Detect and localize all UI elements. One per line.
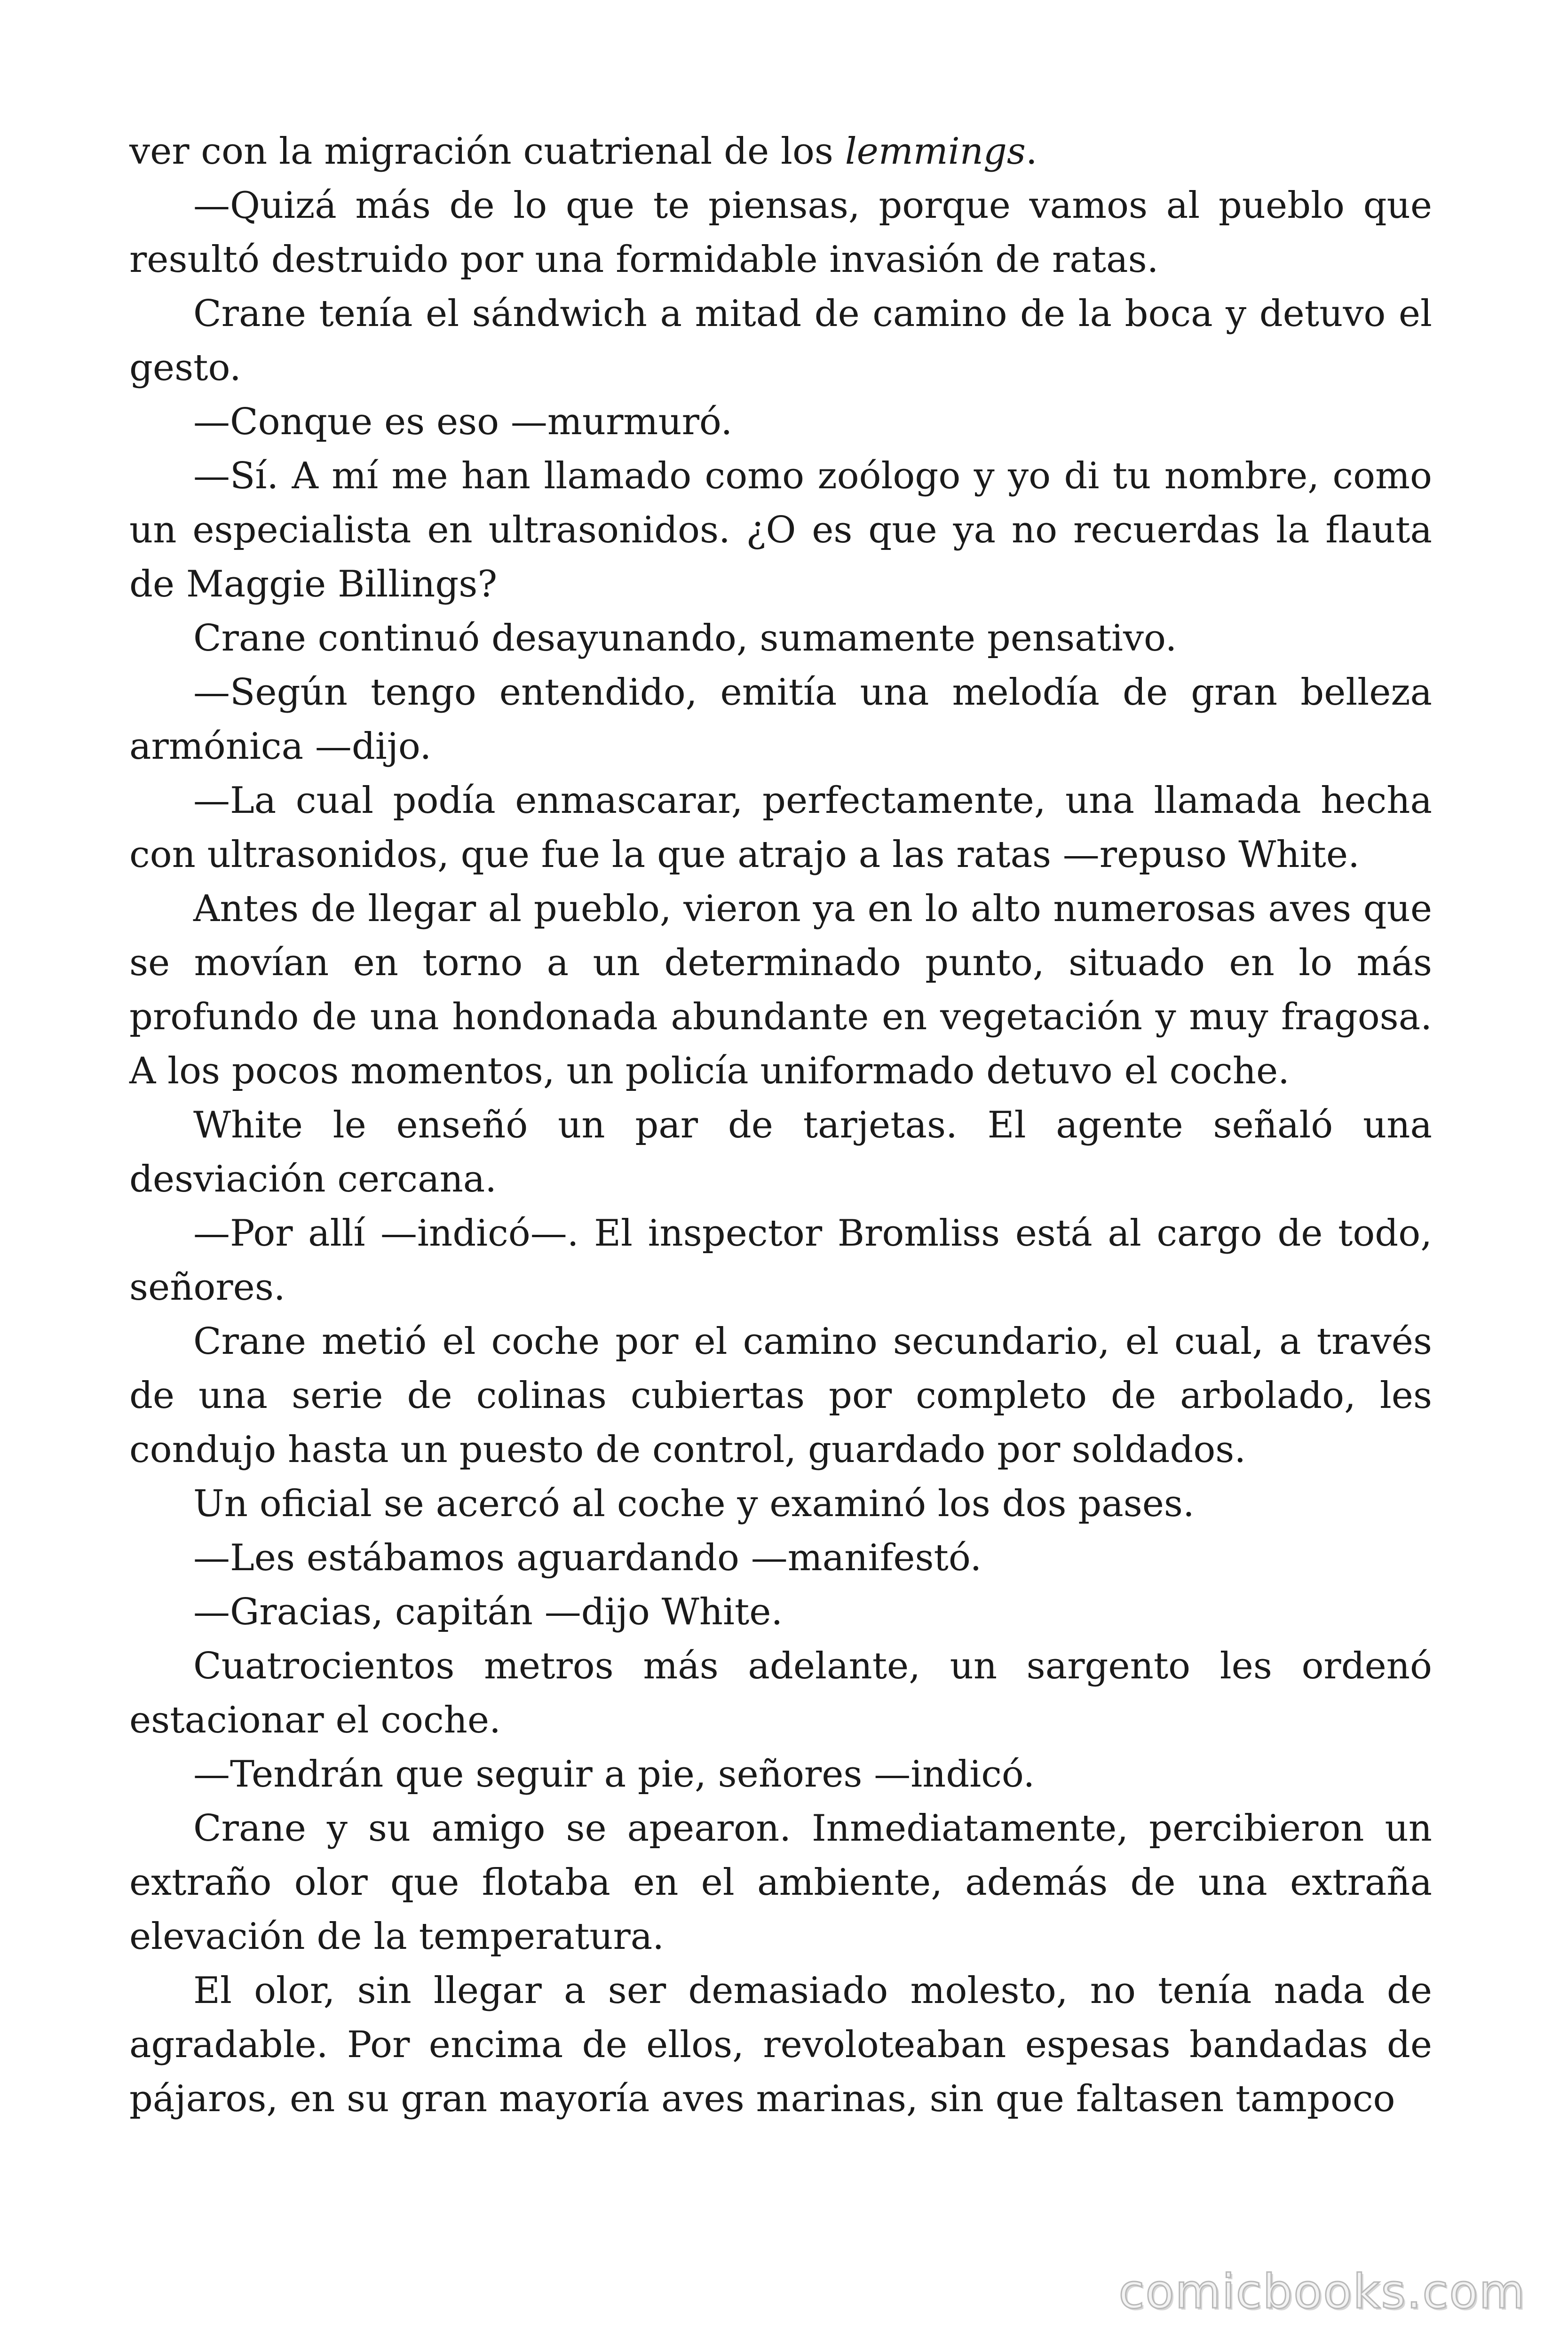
paragraph: Crane metió el coche por el camino secundario, el cual, a través de una serie de colinas cubiertas por completo de arbolado, les condujo hasta un puesto de control, guardado por soldados. xyxy=(129,1320,1432,1471)
paragraph: —Sí. A mí me han llamado como zoólogo y yo di tu nombre, como un especialista en ultrasonidos. ¿O es que ya no recuerdas la flauta de Maggie Billings? xyxy=(129,455,1432,605)
paragraph: —Gracias, capitán —dijo White. xyxy=(193,1591,783,1633)
paragraph: White le enseñó un par de tarjetas. El agente señaló una desviación cercana. xyxy=(129,1104,1432,1200)
paragraph: Crane continuó desayunando, sumamente pensativo. xyxy=(193,617,1177,660)
paragraph: —Por allí —indicó—. El inspector Bromliss está al cargo de todo, señores. xyxy=(129,1212,1432,1309)
paragraph: —Quizá más de lo que te piensas, porque vamos al pueblo que resultó destruido por una formidable invasión de ratas. xyxy=(129,184,1432,281)
paragraph: Crane y su amigo se apearon. Inmediatamente, percibieron un extraño olor que flotaba en el ambiente, además de una extraña elevación de la temperatura. xyxy=(129,1807,1432,1958)
watermark-logo: comicbooks.com xyxy=(1118,2264,1526,2319)
paragraph: El olor, sin llegar a ser demasiado molesto, no tenía nada de agradable. Por encima de ellos, revoloteaban espesas bandadas de pájaros, en su gran mayoría aves marinas, sin que faltasen tampoco xyxy=(129,1970,1432,2120)
paragraph: —La cual podía enmascarar, perfectamente, una llamada hecha con ultrasonidos, que fue la que atrajo a las ratas —repuso White. xyxy=(129,779,1432,876)
paragraph: —Les estábamos aguardando —manifestó. xyxy=(193,1537,982,1579)
paragraph: Crane tenía el sándwich a mitad de camino de la boca y detuvo el gesto. xyxy=(129,293,1432,389)
paragraph-text-lead: ver con la migración cuatrienal de los xyxy=(129,130,845,173)
paragraph: Cuatrocientos metros más adelante, un sargento les ordenó estacionar el coche. xyxy=(129,1645,1432,1741)
paragraph-continued: ver con la migración cuatrienal de los lemmings. xyxy=(129,130,1037,173)
paragraph: Un oficial se acercó al coche y examinó los dos pases. xyxy=(193,1483,1195,1525)
paragraph: —Conque es eso —murmuró. xyxy=(193,401,733,443)
paragraph: Antes de llegar al pueblo, vieron ya en lo alto numerosas aves que se movían en torno a un determinado punto, situado en lo más profundo de una hondonada abundante en vegetación y muy fragosa. A los pocos momentos, un policía uniformado detuvo el coche. xyxy=(129,888,1432,1092)
paragraph: —Según tengo entendido, emitía una melodía de gran belleza armónica —dijo. xyxy=(129,671,1432,768)
italic-term: lemmings xyxy=(845,130,1026,173)
paragraph: —Tendrán que seguir a pie, señores —indicó. xyxy=(193,1753,1035,1796)
page-body-text xyxy=(129,125,1432,2126)
